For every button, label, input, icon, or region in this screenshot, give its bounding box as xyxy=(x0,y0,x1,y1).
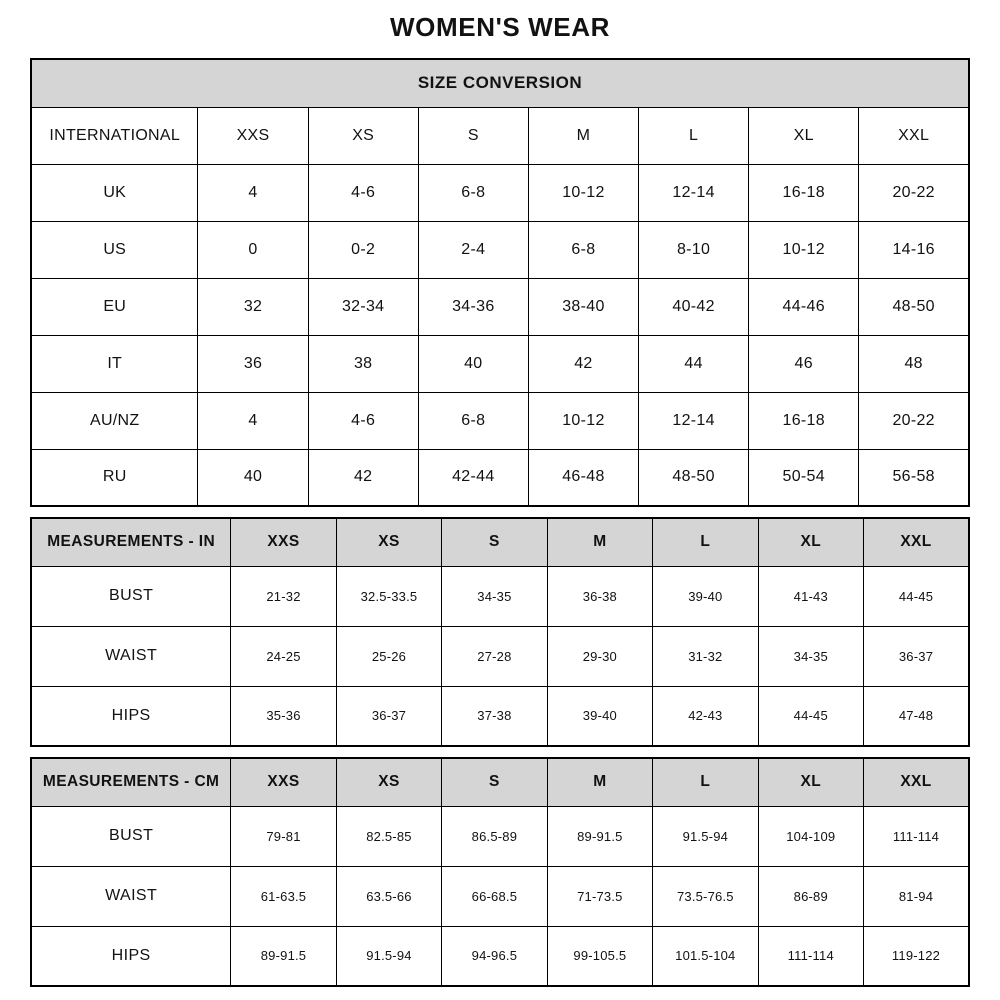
value-cell: 86.5-89 xyxy=(442,806,547,866)
value-cell: 47-48 xyxy=(864,686,970,746)
value-cell: 32.5-33.5 xyxy=(336,566,441,626)
value-cell: 35-36 xyxy=(231,686,336,746)
table-row xyxy=(31,866,969,926)
value-cell: 79-81 xyxy=(231,806,336,866)
value-cell: 10-12 xyxy=(528,392,638,449)
value-cell: 6-8 xyxy=(528,221,638,278)
value-cell: XXS xyxy=(231,518,336,566)
value-cell: 4 xyxy=(198,164,308,221)
row-label-cell: HIPS xyxy=(31,926,231,986)
header-row xyxy=(31,758,969,806)
value-cell: 119-122 xyxy=(864,926,970,986)
value-cell: 12-14 xyxy=(639,392,749,449)
value-cell: 2-4 xyxy=(418,221,528,278)
value-cell: 61-63.5 xyxy=(231,866,336,926)
value-cell: 40 xyxy=(418,335,528,392)
value-cell: XXL xyxy=(864,518,970,566)
value-cell: 38 xyxy=(308,335,418,392)
value-cell: L xyxy=(639,107,749,164)
value-cell: 29-30 xyxy=(547,626,652,686)
row-label-cell: IT xyxy=(31,335,198,392)
header-row xyxy=(31,107,969,164)
table-row xyxy=(31,164,969,221)
value-cell: 46-48 xyxy=(528,449,638,506)
value-cell: XXS xyxy=(198,107,308,164)
table-title-row xyxy=(31,59,969,107)
table-row xyxy=(31,278,969,335)
value-cell: XXS xyxy=(231,758,336,806)
value-cell: 27-28 xyxy=(442,626,547,686)
value-cell: S xyxy=(442,518,547,566)
table-row xyxy=(31,221,969,278)
value-cell: 99-105.5 xyxy=(547,926,652,986)
value-cell: 14-16 xyxy=(859,221,969,278)
value-cell: 41-43 xyxy=(758,566,863,626)
value-cell: 16-18 xyxy=(749,164,859,221)
row-label-cell: BUST xyxy=(31,566,231,626)
value-cell: 48-50 xyxy=(639,449,749,506)
value-cell: XXL xyxy=(864,758,970,806)
row-label-cell: INTERNATIONAL xyxy=(31,107,198,164)
row-label-cell: EU xyxy=(31,278,198,335)
value-cell: 101.5-104 xyxy=(653,926,758,986)
value-cell: 40 xyxy=(198,449,308,506)
value-cell: 89-91.5 xyxy=(231,926,336,986)
value-cell: XXL xyxy=(859,107,969,164)
row-label-cell: UK xyxy=(31,164,198,221)
value-cell: 34-35 xyxy=(758,626,863,686)
value-cell: 20-22 xyxy=(859,392,969,449)
value-cell: 104-109 xyxy=(758,806,863,866)
size-conversion-table xyxy=(30,58,970,507)
value-cell: 94-96.5 xyxy=(442,926,547,986)
value-cell: 10-12 xyxy=(528,164,638,221)
value-cell: L xyxy=(653,518,758,566)
value-cell: 0 xyxy=(198,221,308,278)
value-cell: XL xyxy=(758,518,863,566)
value-cell: 24-25 xyxy=(231,626,336,686)
value-cell: 44 xyxy=(639,335,749,392)
value-cell: 82.5-85 xyxy=(336,806,441,866)
value-cell: 71-73.5 xyxy=(547,866,652,926)
value-cell: 16-18 xyxy=(749,392,859,449)
table-row xyxy=(31,806,969,866)
value-cell: M xyxy=(528,107,638,164)
value-cell: 36 xyxy=(198,335,308,392)
value-cell: 39-40 xyxy=(653,566,758,626)
value-cell: 73.5-76.5 xyxy=(653,866,758,926)
value-cell: XL xyxy=(758,758,863,806)
row-label-cell: WAIST xyxy=(31,626,231,686)
table-row xyxy=(31,335,969,392)
value-cell: 48 xyxy=(859,335,969,392)
value-cell: 46 xyxy=(749,335,859,392)
value-cell: 36-38 xyxy=(547,566,652,626)
row-label-cell: WAIST xyxy=(31,866,231,926)
value-cell: 66-68.5 xyxy=(442,866,547,926)
value-cell: 31-32 xyxy=(653,626,758,686)
value-cell: 81-94 xyxy=(864,866,970,926)
value-cell: 111-114 xyxy=(864,806,970,866)
value-cell: 111-114 xyxy=(758,926,863,986)
value-cell: 6-8 xyxy=(418,392,528,449)
value-cell: L xyxy=(653,758,758,806)
value-cell: 50-54 xyxy=(749,449,859,506)
table-row xyxy=(31,449,969,506)
value-cell: 4-6 xyxy=(308,392,418,449)
value-cell: 42-43 xyxy=(653,686,758,746)
value-cell: 6-8 xyxy=(418,164,528,221)
value-cell: 4-6 xyxy=(308,164,418,221)
value-cell: 40-42 xyxy=(639,278,749,335)
value-cell: 38-40 xyxy=(528,278,638,335)
value-cell: 34-36 xyxy=(418,278,528,335)
value-cell: 42 xyxy=(308,449,418,506)
value-cell: 44-45 xyxy=(864,566,970,626)
value-cell: XS xyxy=(308,107,418,164)
value-cell: XS xyxy=(336,518,441,566)
value-cell: 44-45 xyxy=(758,686,863,746)
row-label-cell: MEASUREMENTS - CM xyxy=(31,758,231,806)
value-cell: 21-32 xyxy=(231,566,336,626)
row-label-cell: RU xyxy=(31,449,198,506)
table-row xyxy=(31,566,969,626)
value-cell: 42-44 xyxy=(418,449,528,506)
value-cell: 91.5-94 xyxy=(653,806,758,866)
value-cell: 39-40 xyxy=(547,686,652,746)
value-cell: 48-50 xyxy=(859,278,969,335)
table-row xyxy=(31,392,969,449)
measurements-in-table xyxy=(30,517,970,747)
value-cell: 91.5-94 xyxy=(336,926,441,986)
value-cell: 32 xyxy=(198,278,308,335)
value-cell: 10-12 xyxy=(749,221,859,278)
value-cell: XS xyxy=(336,758,441,806)
value-cell: 0-2 xyxy=(308,221,418,278)
value-cell: 44-46 xyxy=(749,278,859,335)
value-cell: XL xyxy=(749,107,859,164)
value-cell: M xyxy=(547,518,652,566)
value-cell: 86-89 xyxy=(758,866,863,926)
value-cell: 89-91.5 xyxy=(547,806,652,866)
value-cell: 37-38 xyxy=(442,686,547,746)
measurements-cm-table xyxy=(30,757,970,987)
value-cell: 56-58 xyxy=(859,449,969,506)
page-title: WOMEN'S WEAR xyxy=(390,12,610,42)
value-cell: M xyxy=(547,758,652,806)
value-cell: 20-22 xyxy=(859,164,969,221)
value-cell: 63.5-66 xyxy=(336,866,441,926)
table-row xyxy=(31,926,969,986)
row-label-cell: MEASUREMENTS - IN xyxy=(31,518,231,566)
value-cell: 25-26 xyxy=(336,626,441,686)
table-row xyxy=(31,626,969,686)
value-cell: 42 xyxy=(528,335,638,392)
row-label-cell: BUST xyxy=(31,806,231,866)
value-cell: S xyxy=(418,107,528,164)
value-cell: 32-34 xyxy=(308,278,418,335)
value-cell: 36-37 xyxy=(336,686,441,746)
value-cell: 36-37 xyxy=(864,626,970,686)
value-cell: 34-35 xyxy=(442,566,547,626)
table-title: SIZE CONVERSION xyxy=(31,59,969,107)
row-label-cell: US xyxy=(31,221,198,278)
row-label-cell: AU/NZ xyxy=(31,392,198,449)
value-cell: S xyxy=(442,758,547,806)
header-row xyxy=(31,518,969,566)
row-label-cell: HIPS xyxy=(31,686,231,746)
value-cell: 4 xyxy=(198,392,308,449)
value-cell: 12-14 xyxy=(639,164,749,221)
value-cell: 8-10 xyxy=(639,221,749,278)
table-row xyxy=(31,686,969,746)
